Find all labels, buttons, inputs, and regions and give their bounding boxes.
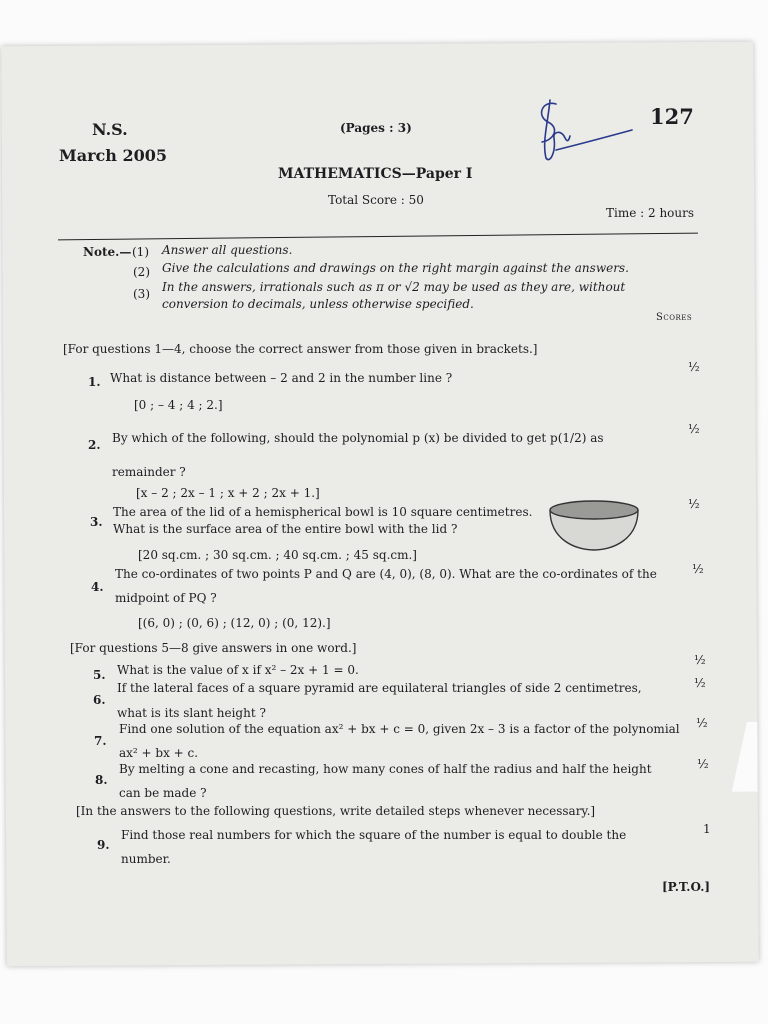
question-text: what is its slant height ? (117, 706, 266, 720)
note-num: (1) (132, 245, 149, 259)
answer-options: [0 ; – 4 ; 4 ; 2.] (134, 398, 223, 412)
section-instruction: [For questions 5—8 give answers in one word.] (70, 641, 357, 655)
question-score: ½ (692, 562, 704, 576)
question-number: 7. (94, 734, 107, 748)
answer-options: [20 sq.cm. ; 30 sq.cm. ; 40 sq.cm. ; 45 sq.cm.] (138, 548, 417, 562)
question-text: What is the surface area of the entire bowl with the lid ? (113, 522, 458, 536)
question-text: What is the value of x if x² – 2x + 1 = 0. (117, 663, 359, 677)
question-text: The area of the lid of a hemispherical bowl is 10 square centimetres. (113, 505, 533, 519)
answer-options: [(6, 0) ; (0, 6) ; (12, 0) ; (0, 12).] (138, 616, 331, 630)
question-text: What is distance between – 2 and 2 in the number line ? (110, 371, 453, 385)
question-score: ½ (688, 422, 700, 436)
question-score: ½ (697, 757, 709, 771)
subject-title: MATHEMATICS—Paper I (278, 166, 473, 182)
question-number: 1. (88, 375, 101, 389)
question-score: ½ (688, 497, 700, 511)
question-text: number. (121, 852, 171, 866)
question-number: 3. (90, 515, 103, 529)
hemispherical-bowl-icon (546, 496, 642, 554)
question-number: 4. (91, 580, 104, 594)
note-text: In the answers, irrationals such as π or √2 may be used as they are, without (162, 280, 626, 294)
scores-heading: Scores (656, 312, 693, 323)
page-turn-marker: [P.T.O.] (662, 880, 711, 894)
section-instruction: [In the answers to the following questions, write detailed steps whenever necessary.] (76, 804, 596, 818)
question-text: remainder ? (112, 465, 186, 479)
question-text: By which of the following, should the polynomial p (x) be divided to get p(1/2) as (112, 431, 604, 445)
note-text: Answer all questions. (162, 243, 293, 257)
question-score: ½ (694, 653, 706, 667)
answer-options: [x – 2 ; 2x – 1 ; x + 2 ; 2x + 1.] (136, 486, 320, 500)
question-number: 6. (93, 693, 106, 707)
question-text: Find one solution of the equation ax² + bx + c = 0, given 2x – 3 is a factor of the polynomial (119, 722, 680, 736)
question-text: Find those real numbers for which the square of the number is equal to double the (121, 828, 627, 842)
note-label: Note.— (83, 245, 132, 259)
question-text: If the lateral faces of a square pyramid are equilateral triangles of side 2 centimetres, (117, 681, 642, 695)
question-score: ½ (694, 676, 706, 690)
question-text: can be made ? (119, 786, 207, 800)
exam-date: March 2005 (59, 146, 167, 165)
page-count: (Pages : 3) (340, 121, 412, 135)
board-label: N.S. (92, 120, 128, 139)
question-number: 9. (97, 838, 110, 852)
paper-code: 127 (650, 104, 694, 129)
question-number: 8. (95, 773, 108, 787)
question-text: The co-ordinates of two points P and Q are (4, 0), (8, 0). What are the co-ordinates of the (115, 567, 657, 581)
question-score: 1 (703, 822, 711, 836)
question-text: midpoint of PQ ? (115, 591, 217, 605)
question-score: ½ (688, 360, 700, 374)
note-text: Give the calculations and drawings on the right margin against the answers. (162, 261, 629, 275)
question-number: 2. (88, 438, 101, 452)
question-score: ½ (696, 716, 708, 730)
time-allowed: Time : 2 hours (606, 206, 695, 220)
question-number: 5. (93, 668, 106, 682)
note-num: (2) (133, 265, 150, 279)
question-text: ax² + bx + c. (119, 746, 199, 760)
note-num: (3) (133, 287, 150, 301)
section-instruction: [For questions 1—4, choose the correct answer from those given in brackets.] (63, 342, 538, 356)
question-text: By melting a cone and recasting, how many cones of half the radius and half the height (119, 762, 652, 776)
note-text: conversion to decimals, unless otherwise specified. (162, 297, 474, 311)
total-score: Total Score : 50 (328, 193, 424, 207)
signature-icon (520, 92, 650, 172)
